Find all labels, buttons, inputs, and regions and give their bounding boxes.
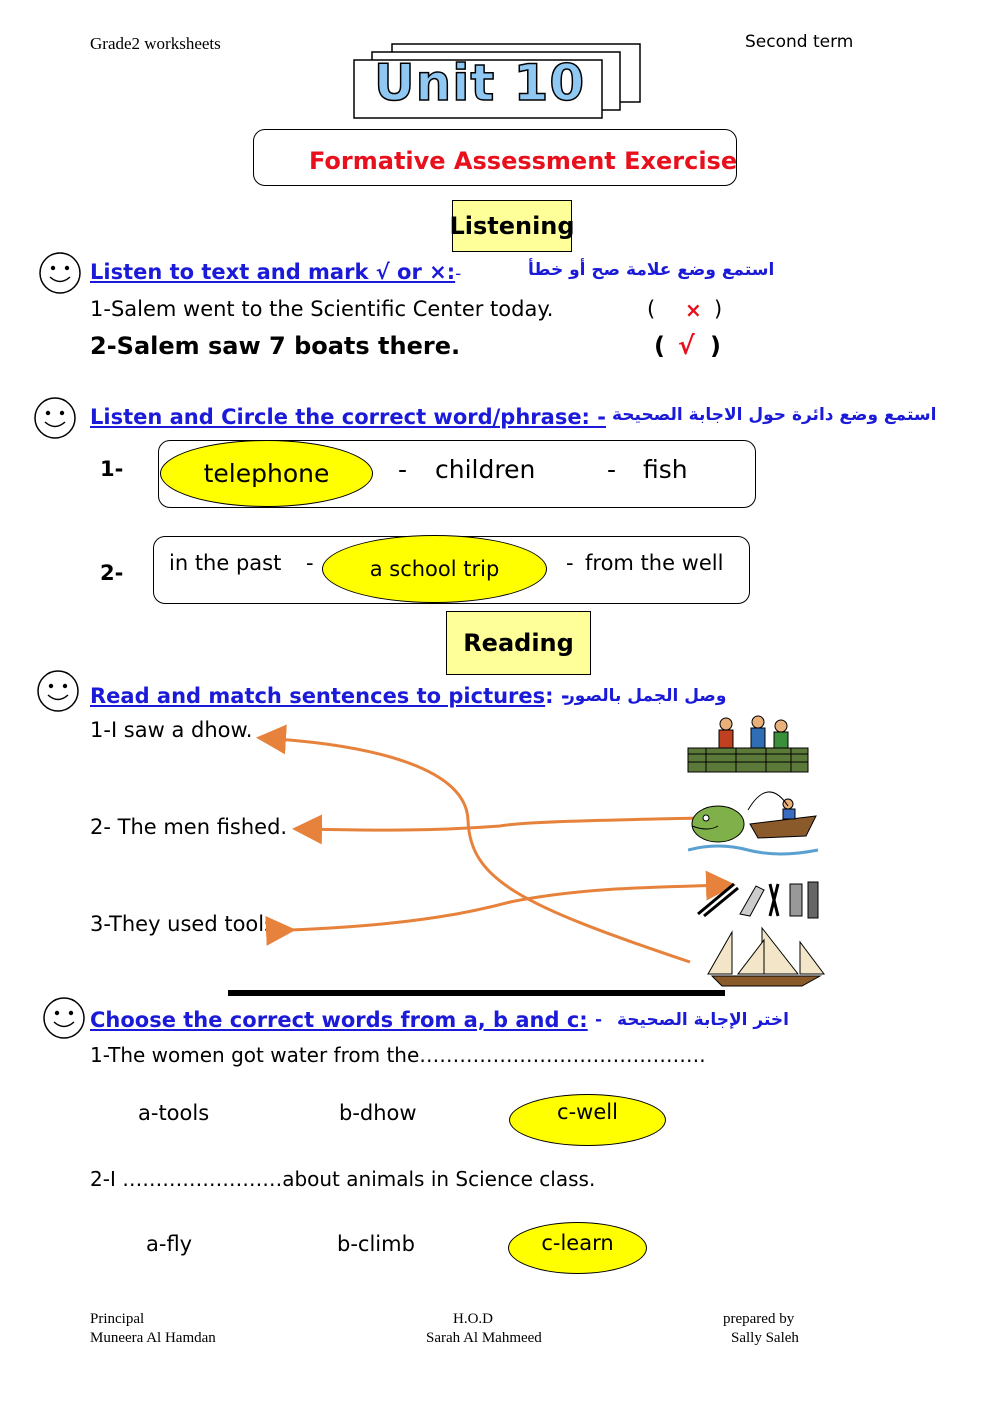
tf-item-2-open: ( (654, 332, 665, 360)
header-right: Second term (745, 32, 854, 52)
circle-q1-sep2: - (607, 455, 617, 484)
listening-task1-arabic: استمع وضع علامة صح أو خطأ (528, 260, 775, 280)
reading-task2-arabic: اختر الإجابة الصحيحة (617, 1010, 789, 1030)
listening-task2-instruction: Listen and Circle the correct word/phrase: - (90, 405, 606, 429)
footer-principal-name: Muneera Al Hamdan (90, 1330, 216, 1346)
choose-q1-text: 1-The women got water from the……………………………………. (90, 1043, 706, 1067)
reading-task1-colon-dash: : - (545, 684, 570, 708)
tf-item-1-close: ) (714, 297, 723, 321)
footer-hod-title: H.O.D (453, 1311, 493, 1327)
circle-q1-option-3[interactable]: fish (643, 455, 688, 484)
circle-q2-option-1[interactable]: in the past (169, 551, 282, 575)
footer-prepared-name: Sally Saleh (731, 1330, 799, 1346)
match-arrow-2 (298, 818, 705, 830)
circle-q2-number: 2- (100, 561, 124, 585)
listening-task2-arabic: استمع وضع دائرة حول الاجابة الصحيحة (612, 405, 937, 425)
reading-task2-instruction: Choose the correct words from a, b and c: (90, 1008, 588, 1032)
circle-q1-number: 1- (100, 457, 124, 481)
footer-hod-name: Sarah Al Mahmeed (426, 1330, 542, 1346)
tf-item-1-text: 1-Salem went to the Scientific Center today. (90, 297, 554, 321)
reading-label: Reading (446, 611, 591, 675)
circle-q1-option-selected[interactable]: telephone (160, 440, 373, 507)
choose-q2-text: 2-I ……………………about animals in Science class. (90, 1167, 596, 1191)
circle-q1-sep1: - (398, 455, 408, 484)
tf-item-2-text: 2-Salem saw 7 boats there. (90, 332, 461, 360)
reading-task1-instruction: Read and match sentences to pictures (90, 684, 546, 708)
circle-q1-option-2[interactable]: children (435, 455, 536, 484)
circle-q2-option-selected[interactable]: a school trip (322, 535, 547, 603)
choose-q1-option-c-selected[interactable]: c-well (509, 1094, 666, 1146)
unit-title: Unit 10 (374, 54, 586, 112)
listening-task1-instruction: Listen to text and mark √ or ×: (90, 260, 456, 284)
section-divider (228, 990, 725, 996)
match-sentence-3: 3-They used tools. (90, 912, 282, 936)
tools-picture (694, 878, 828, 922)
reading-task2-dash: - (595, 1010, 603, 1030)
listening-task1-dash: - (455, 264, 462, 284)
dhow-picture (702, 926, 830, 988)
choose-q2-option-a[interactable]: a-fly (146, 1232, 193, 1256)
subtitle: Formative Assessment Exercise (309, 147, 738, 175)
fisherman-boat-picture (688, 780, 822, 860)
reading-task1-arabic: وصل الجمل بالصور (565, 686, 727, 706)
smiley-icon (42, 996, 86, 1040)
circle-q2-option-3[interactable]: from the well (585, 551, 724, 575)
tf-item-2-close: ) (710, 332, 721, 360)
footer-prepared-title: prepared by (723, 1311, 795, 1327)
footer-principal-title: Principal (90, 1311, 145, 1327)
match-arrow-3 (290, 885, 730, 930)
choose-q2-option-b[interactable]: b-climb (337, 1232, 415, 1256)
header-left: Grade2 worksheets (90, 34, 221, 53)
match-sentence-2: 2- The men fished. (90, 815, 288, 839)
choose-q2-option-c-selected[interactable]: c-learn (508, 1222, 647, 1274)
match-sentence-1: 1-I saw a dhow. (90, 718, 253, 742)
circle-q2-sep2: - (566, 551, 574, 575)
tf-item-2-mark: √ (678, 331, 695, 360)
choose-q1-option-a[interactable]: a-tools (138, 1101, 210, 1125)
circle-q2-sep1: - (306, 551, 314, 575)
choose-q1-option-b[interactable]: b-dhow (339, 1101, 417, 1125)
tf-item-1-open: ( (647, 297, 656, 321)
tf-item-1-mark: × (685, 298, 702, 322)
people-on-rocks-picture (686, 712, 810, 774)
listening-label: Listening (452, 200, 572, 252)
